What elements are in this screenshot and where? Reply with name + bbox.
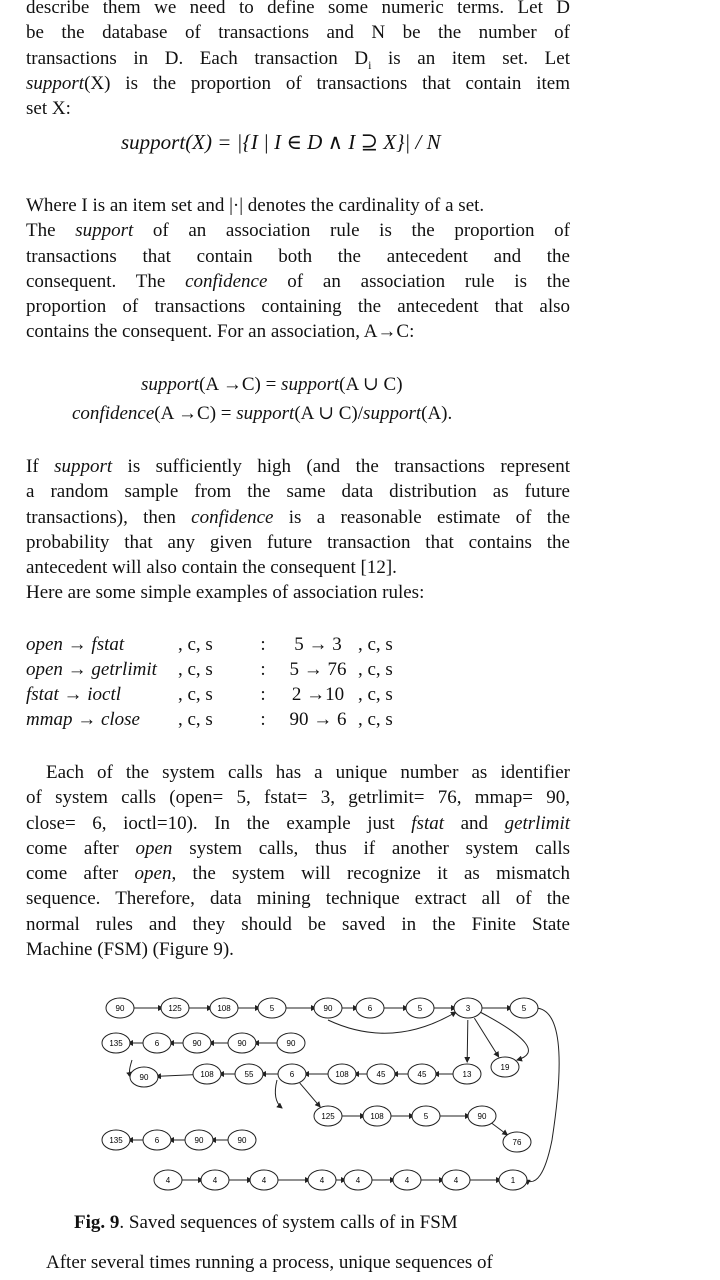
rule-row: open → getrlimit , c, s : 5 → 76 , c, s [26,659,393,680]
fsm-node [228,1130,256,1150]
fsm-node-label: 3 [465,1004,471,1013]
fsm-curved-edge [480,1012,528,1060]
fsm-node-label: 90 [237,1136,247,1145]
fsm-node [367,1064,395,1084]
fsm-node-label: 125 [321,1112,335,1121]
fsm-node-label: 4 [355,1176,361,1185]
text-line: proportion of transactions containing the antecedent that also [26,296,570,318]
fsm-node [143,1130,171,1150]
fsm-curved-edge [130,1060,133,1073]
fsm-edge [156,1075,195,1077]
fsm-diagram [72,990,562,1195]
fsm-node-label: 4 [165,1176,171,1185]
rule-row: fstat → ioctl , c, s : 2 →10 , c, s [26,684,393,705]
text-line: support(X) is the proportion of transactions that contain item [26,72,570,94]
fsm-node [201,1170,229,1190]
equation-support: support(X) = |{I | I ∈ D ∧ I ⊇ X}| / N [121,130,441,154]
text-line: normal rules and they should be saved in the Finite State [26,913,570,935]
fsm-node [393,1170,421,1190]
fsm-node-label: 135 [109,1039,123,1048]
text-line: consequent. The confidence of an association rule is the [26,270,571,292]
fsm-node [183,1033,211,1053]
fsm-edge [300,1083,320,1107]
fsm-edge [492,1123,508,1135]
fsm-node-label: 108 [217,1004,231,1013]
fsm-node [314,1106,342,1126]
text-line: set X: [26,98,71,120]
fsm-node [412,1106,440,1126]
fsm-node-label: 135 [109,1136,123,1145]
fsm-node [503,1132,531,1152]
fsm-curved-edge [275,1080,282,1108]
paragraph-support-confidence [26,193,570,345]
fsm-node [154,1170,182,1190]
fsm-node-label: 55 [244,1070,254,1079]
fsm-node-label: 4 [453,1176,459,1185]
rule-row: mmap → close , c, s : 90 → 6 , c, s [26,709,393,730]
text-line: come after open, the system will recognize it as mismatch [26,863,570,885]
rule-row: open → fstat , c, s : 5 → 3 , c, s [26,634,393,655]
fsm-node [328,1064,356,1084]
text-line: a random sample from the same data distribution as future [26,481,570,503]
fsm-node [106,998,134,1018]
fsm-node [499,1170,527,1190]
fsm-node-label: 5 [423,1112,429,1121]
fsm-node [363,1106,391,1126]
fsm-node-label: 6 [289,1070,295,1079]
fsm-node [228,1033,256,1053]
text-line: transactions), then confidence is a reasonable estimate of the [26,506,571,528]
fsm-node-label: 125 [168,1004,182,1013]
text-line: sequence. Therefore, data mining technique extract all of the [26,888,570,910]
fsm-curved-edge [525,1008,559,1182]
text-line: come after open system calls, thus if another system calls [26,837,570,859]
fsm-node-label: 90 [192,1039,202,1048]
fsm-node-label: 6 [154,1039,160,1048]
fsm-node [356,998,384,1018]
fsm-node [510,998,538,1018]
fsm-node [235,1064,263,1084]
fsm-node-label: 5 [417,1004,423,1013]
fsm-node [314,998,342,1018]
fsm-node-label: 4 [404,1176,410,1185]
fsm-node [278,1064,306,1084]
fsm-node-label: 5 [521,1004,527,1013]
fsm-node [102,1033,130,1053]
paragraph-system-calls [26,760,570,962]
text-line: close= 6, ioctl=10). In the example just fstat and getrlimit [26,812,571,834]
text-line: contains the consequent. For an association, A→C: [26,321,415,343]
fsm-node-label: 45 [417,1070,427,1079]
fsm-node [258,998,286,1018]
text-line: The support of an association rule is the proportion of [26,220,570,242]
text-line: probability that any given future transaction that contains the [26,531,570,553]
fsm-node [250,1170,278,1190]
text-line: transactions that contain both the antecedent and the [26,245,570,267]
fsm-node-label: 90 [477,1112,487,1121]
text-line: of system calls (open= 5, fstat= 3, getrlimit= 76, mmap= 90, [26,787,570,809]
fsm-node [130,1067,158,1087]
fsm-node-label: 108 [335,1070,349,1079]
fsm-edge [474,1018,498,1057]
fsm-node [406,998,434,1018]
fsm-edge [467,1020,468,1062]
text-line: be the database of transactions and N be the number of [26,22,570,44]
fsm-node [468,1106,496,1126]
figure-caption: Fig. 9. Saved sequences of system calls of in FSM [74,1212,458,1233]
fsm-node [161,998,189,1018]
text-line: Machine (FSM) (Figure 9). [26,939,234,961]
text-line: transactions in D. Each transaction $D_i$ is an item set. Let [26,47,570,72]
text-line: After several times running a process, unique sequences of [46,1252,493,1273]
fsm-node-label: 90 [194,1136,204,1145]
fsm-node [454,998,482,1018]
fsm-node [143,1033,171,1053]
fsm-node [185,1130,213,1150]
paragraph-confidence-estimate [26,454,570,606]
fsm-node [308,1170,336,1190]
fsm-node-label: 108 [370,1112,384,1121]
fsm-node-label: 4 [261,1176,267,1185]
fsm-node-label: 4 [212,1176,218,1185]
text-line: antecedent will also contain the consequent [12]. [26,557,397,579]
text-line: If support is sufficiently high (and the transactions represent [26,456,570,477]
fsm-node-label: 1 [510,1176,516,1185]
fsm-node [210,998,238,1018]
equation-rule-support: support(A →C) = support(A ∪ C) [141,374,403,395]
fsm-node-label: 13 [462,1070,472,1079]
paragraph-definitions [26,0,570,121]
fsm-node-label: 90 [115,1004,125,1013]
fsm-node [193,1064,221,1084]
fsm-node-label: 5 [269,1004,275,1013]
text-line: Here are some simple examples of association rules: [26,582,425,604]
equation-rule-confidence: confidence(A →C) = support(A ∪ C)/support(A). [72,403,453,424]
fsm-node [344,1170,372,1190]
fsm-node-label: 45 [376,1070,386,1079]
fsm-node-label: 90 [237,1039,247,1048]
fsm-node-label: 76 [512,1138,522,1147]
fsm-node [491,1057,519,1077]
fsm-node-label: 108 [200,1070,214,1079]
text-line: Where I is an item set and |·| denotes the cardinality of a set. [26,195,485,216]
fsm-curved-edge [328,1012,456,1033]
fsm-node [453,1064,481,1084]
fsm-node-label: 90 [139,1073,149,1082]
fsm-node [442,1170,470,1190]
fsm-node [102,1130,130,1150]
fsm-node-label: 6 [367,1004,373,1013]
fsm-node [277,1033,305,1053]
fsm-node-label: 90 [286,1039,296,1048]
fsm-node-label: 90 [323,1004,333,1013]
fsm-node-label: 19 [500,1063,510,1072]
fsm-node-label: 4 [319,1176,325,1185]
text-line: Each of the system calls has a unique number as identifier [46,762,570,783]
text-line: describe them we need to define some numeric terms. Let D [26,0,570,18]
fsm-node-label: 6 [154,1136,160,1145]
fsm-node [408,1064,436,1084]
